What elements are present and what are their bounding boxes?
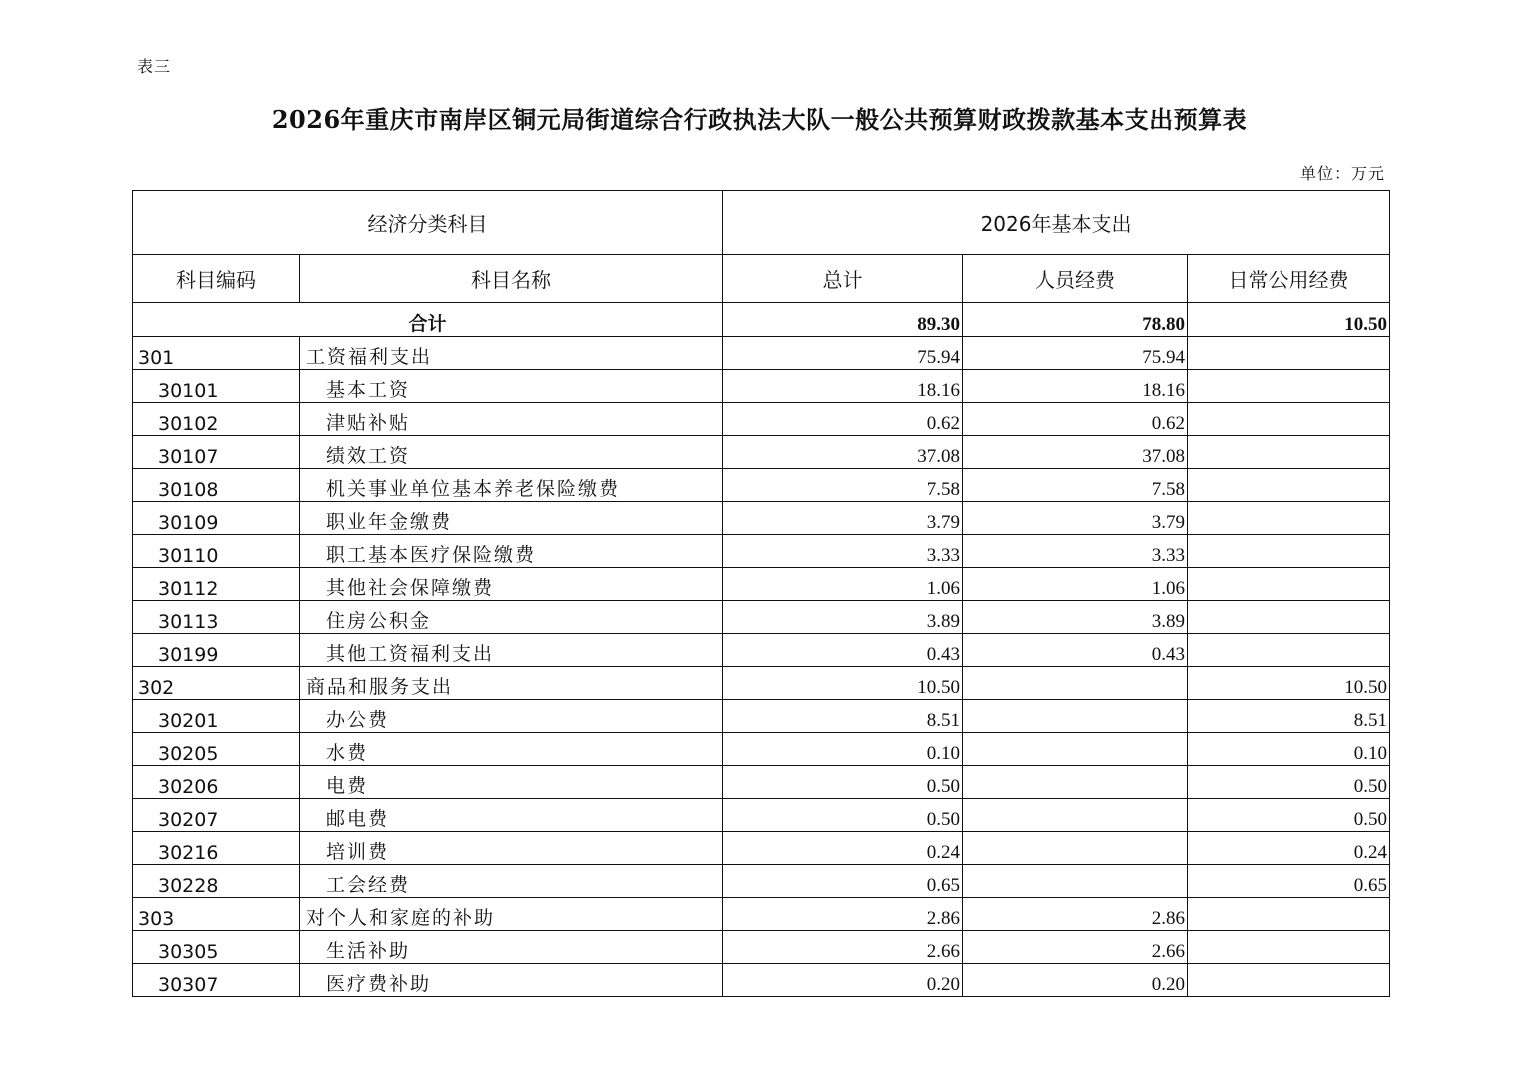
sheet-label: 表三	[137, 57, 172, 76]
row-total: 18.16	[723, 370, 963, 403]
row-name: 职业年金缴费	[300, 502, 723, 535]
row-name: 其他工资福利支出	[300, 634, 723, 667]
row-personnel	[963, 766, 1188, 799]
row-name: 职工基本医疗保险缴费	[300, 535, 723, 568]
row-name: 商品和服务支出	[300, 667, 723, 700]
row-personnel: 3.33	[963, 535, 1188, 568]
table-row	[133, 469, 1390, 502]
row-total: 3.89	[723, 601, 963, 634]
row-personnel	[963, 865, 1188, 898]
row-public	[1188, 535, 1390, 568]
row-name: 水费	[300, 733, 723, 766]
row-total: 3.79	[723, 502, 963, 535]
row-public	[1188, 403, 1390, 436]
total-total: 89.30	[723, 303, 963, 337]
header-total: 总计	[723, 255, 963, 303]
table-row	[133, 634, 1390, 667]
table-row	[133, 502, 1390, 535]
row-name: 基本工资	[300, 370, 723, 403]
row-code: 30206	[133, 766, 300, 799]
row-code: 30307	[133, 964, 300, 997]
row-total: 1.06	[723, 568, 963, 601]
table-row	[133, 865, 1390, 898]
row-personnel: 2.86	[963, 898, 1188, 931]
header-row-group	[133, 191, 1390, 255]
table-row	[133, 337, 1390, 370]
table-row	[133, 370, 1390, 403]
row-public	[1188, 634, 1390, 667]
total-public: 10.50	[1188, 303, 1390, 337]
table-row	[133, 667, 1390, 700]
table-row	[133, 766, 1390, 799]
row-name: 工会经费	[300, 865, 723, 898]
row-code: 30107	[133, 436, 300, 469]
row-personnel	[963, 799, 1188, 832]
row-personnel	[963, 667, 1188, 700]
row-personnel	[963, 733, 1188, 766]
table-row	[133, 403, 1390, 436]
table-row	[133, 535, 1390, 568]
row-code: 30228	[133, 865, 300, 898]
row-total: 0.24	[723, 832, 963, 865]
row-total: 2.66	[723, 931, 963, 964]
row-code: 30108	[133, 469, 300, 502]
row-public	[1188, 370, 1390, 403]
total-label: 合计	[133, 303, 723, 337]
row-total: 7.58	[723, 469, 963, 502]
row-public	[1188, 898, 1390, 931]
row-code: 301	[133, 337, 300, 370]
row-public: 0.10	[1188, 733, 1390, 766]
row-total: 37.08	[723, 436, 963, 469]
table-row	[133, 601, 1390, 634]
row-personnel	[963, 700, 1188, 733]
row-name: 医疗费补助	[300, 964, 723, 997]
row-name: 绩效工资	[300, 436, 723, 469]
header-name: 科目名称	[300, 255, 723, 303]
row-name: 生活补助	[300, 931, 723, 964]
unit-label: 单位：万元	[1299, 164, 1385, 183]
row-name: 工资福利支出	[300, 337, 723, 370]
row-personnel: 75.94	[963, 337, 1188, 370]
row-code: 30110	[133, 535, 300, 568]
header-public: 日常公用经费	[1188, 255, 1390, 303]
row-code: 30112	[133, 568, 300, 601]
row-personnel: 2.66	[963, 931, 1188, 964]
row-personnel: 3.89	[963, 601, 1188, 634]
row-total: 0.10	[723, 733, 963, 766]
row-code: 30216	[133, 832, 300, 865]
row-public	[1188, 469, 1390, 502]
row-public	[1188, 568, 1390, 601]
total-row	[133, 303, 1390, 337]
row-name: 住房公积金	[300, 601, 723, 634]
table-row	[133, 568, 1390, 601]
row-personnel: 37.08	[963, 436, 1188, 469]
row-name: 培训费	[300, 832, 723, 865]
row-public	[1188, 964, 1390, 997]
row-code: 30201	[133, 700, 300, 733]
header-budget: 2026年基本支出	[723, 191, 1390, 255]
row-personnel: 1.06	[963, 568, 1188, 601]
row-public: 0.50	[1188, 766, 1390, 799]
row-personnel: 18.16	[963, 370, 1188, 403]
row-total: 0.20	[723, 964, 963, 997]
row-name: 电费	[300, 766, 723, 799]
table-row	[133, 799, 1390, 832]
row-total: 3.33	[723, 535, 963, 568]
row-code: 30199	[133, 634, 300, 667]
row-personnel: 0.20	[963, 964, 1188, 997]
row-public: 10.50	[1188, 667, 1390, 700]
row-personnel: 7.58	[963, 469, 1188, 502]
table-row	[133, 700, 1390, 733]
table-row	[133, 964, 1390, 997]
header-row-columns	[133, 255, 1390, 303]
header-code: 科目编码	[133, 255, 300, 303]
total-personnel: 78.80	[963, 303, 1188, 337]
row-total: 0.62	[723, 403, 963, 436]
table-row	[133, 832, 1390, 865]
row-total: 0.65	[723, 865, 963, 898]
budget-table	[132, 190, 1390, 997]
row-public	[1188, 337, 1390, 370]
row-public: 0.24	[1188, 832, 1390, 865]
row-total: 2.86	[723, 898, 963, 931]
row-name: 对个人和家庭的补助	[300, 898, 723, 931]
row-name: 其他社会保障缴费	[300, 568, 723, 601]
row-code: 30102	[133, 403, 300, 436]
row-total: 0.50	[723, 766, 963, 799]
page-title: 2026年重庆市南岸区铜元局街道综合行政执法大队一般公共预算财政拨款基本支出预算表	[271, 105, 1248, 134]
row-total: 75.94	[723, 337, 963, 370]
row-total: 10.50	[723, 667, 963, 700]
row-name: 津贴补贴	[300, 403, 723, 436]
row-total: 8.51	[723, 700, 963, 733]
row-personnel	[963, 832, 1188, 865]
row-code: 30305	[133, 931, 300, 964]
row-name: 机关事业单位基本养老保险缴费	[300, 469, 723, 502]
row-personnel: 3.79	[963, 502, 1188, 535]
row-name: 邮电费	[300, 799, 723, 832]
row-total: 0.43	[723, 634, 963, 667]
row-code: 303	[133, 898, 300, 931]
row-personnel: 0.62	[963, 403, 1188, 436]
row-public	[1188, 601, 1390, 634]
row-code: 30207	[133, 799, 300, 832]
row-public	[1188, 436, 1390, 469]
row-public: 8.51	[1188, 700, 1390, 733]
row-code: 30101	[133, 370, 300, 403]
row-public	[1188, 502, 1390, 535]
row-name: 办公费	[300, 700, 723, 733]
row-total: 0.50	[723, 799, 963, 832]
header-category: 经济分类科目	[133, 191, 723, 255]
table-row	[133, 436, 1390, 469]
row-code: 302	[133, 667, 300, 700]
row-public: 0.65	[1188, 865, 1390, 898]
table-row	[133, 898, 1390, 931]
header-personnel: 人员经费	[963, 255, 1188, 303]
row-personnel: 0.43	[963, 634, 1188, 667]
table-row	[133, 733, 1390, 766]
row-code: 30109	[133, 502, 300, 535]
row-public: 0.50	[1188, 799, 1390, 832]
row-code: 30113	[133, 601, 300, 634]
row-public	[1188, 931, 1390, 964]
table-row	[133, 931, 1390, 964]
row-code: 30205	[133, 733, 300, 766]
